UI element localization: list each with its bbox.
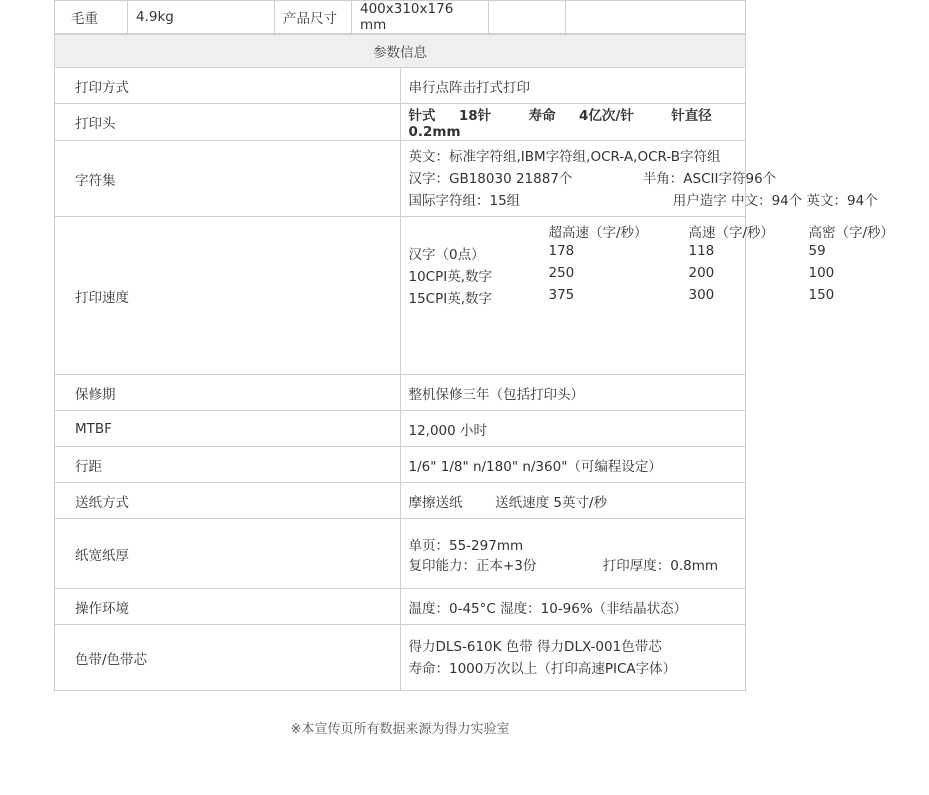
ribbon-line2: 寿命：1000万次以上（打印高速PICA字体）	[408, 660, 677, 677]
speed-cell: 178	[548, 243, 575, 259]
charset-line3b: 用户造字 中文：94个 英文：94个	[672, 192, 878, 209]
speed-grid	[408, 221, 895, 307]
params-table	[54, 34, 895, 691]
print-thickness: 打印厚度：0.8mm	[602, 557, 719, 574]
row-ribbon	[55, 625, 746, 691]
feed-method: 摩擦送纸	[408, 494, 463, 511]
mtbf-label: MTBF	[55, 411, 401, 447]
size-value: 400x310x176 mm	[352, 1, 489, 34]
feed-speed: 送纸速度 5英寸/秒	[495, 494, 608, 511]
speed-cell: 汉字（0点）	[408, 247, 485, 263]
paper-width: 单页：55-297mm	[408, 537, 524, 554]
spec-sheet	[54, 0, 895, 691]
speed-cell: 150	[808, 287, 835, 303]
life-label: 寿命	[528, 108, 556, 124]
speed-header: 高速（字/秒）	[688, 225, 775, 241]
line-spacing-value: 1/6" 1/8" n/180" n/360"（可编程设定）	[400, 447, 746, 483]
copy-ability: 复印能力：正本+3份	[408, 557, 537, 574]
pin-type-label: 针式	[408, 108, 436, 124]
speed-cell: 10CPI英,数字	[408, 269, 493, 285]
speed-header: 超高速（字/秒）	[548, 225, 648, 241]
charset-label: 字符集	[55, 141, 401, 217]
weight-value: 4.9kg	[128, 1, 275, 34]
speed-cell: 15CPI英,数字	[408, 291, 493, 307]
speed-cell: 200	[688, 265, 715, 281]
charset-line2a: 汉字：GB18030 21887个	[408, 170, 573, 187]
line-spacing-label: 行距	[55, 447, 401, 483]
charset-line1: 英文：标准字符组,IBM字符组,OCR-A,OCR-B字符组	[408, 148, 721, 165]
paper-label: 纸宽纸厚	[55, 519, 401, 589]
speed-label: 打印速度	[55, 217, 401, 375]
feed-label: 送纸方式	[55, 483, 401, 519]
speed-header	[409, 221, 549, 241]
print-method-label: 打印方式	[55, 68, 401, 104]
row-mtbf	[55, 411, 746, 447]
speed-cell: 300	[688, 287, 715, 303]
warranty-label: 保修期	[55, 375, 401, 411]
row-charset	[55, 141, 746, 217]
diameter-label: 针直径	[671, 108, 712, 124]
environment-label: 操作环境	[55, 589, 401, 625]
row-feed	[55, 483, 746, 519]
charset-line2b: 半角：ASCII字符96个	[642, 170, 777, 187]
size-label: 产品尺寸	[275, 1, 352, 34]
spec-table	[54, 0, 746, 34]
empty-cell	[566, 1, 746, 34]
pin-type-value: 18针	[458, 108, 492, 124]
empty-cell	[489, 1, 566, 34]
weight-label: 毛重	[55, 1, 128, 34]
row-print-method	[55, 68, 746, 104]
ribbon-label: 色带/色带芯	[55, 625, 401, 691]
speed-header: 高密（字/秒）	[808, 225, 895, 241]
environment-value: 温度：0-45°C 湿度：10-96%（非结晶状态）	[400, 589, 746, 625]
speed-cell: 118	[688, 243, 715, 259]
print-method-value: 串行点阵击打式打印	[400, 68, 746, 104]
row-warranty	[55, 375, 746, 411]
row-line-spacing	[55, 447, 746, 483]
charset-line3a: 国际字符组：15组	[408, 192, 521, 209]
section-header: 参数信息	[55, 35, 746, 68]
life-value: 4亿次/针	[579, 108, 634, 124]
ribbon-line1: 得力DLS-610K 色带 得力DLX-001色带芯	[408, 638, 662, 655]
row-paper	[55, 519, 746, 589]
speed-cell: 250	[548, 265, 575, 281]
top-row	[55, 1, 746, 34]
warranty-value: 整机保修三年（包括打印头）	[400, 375, 746, 411]
row-speed	[55, 217, 746, 375]
speed-cell: 100	[808, 265, 835, 281]
speed-cell: 59	[808, 243, 826, 259]
diameter-value: 0.2mm	[408, 124, 461, 140]
speed-cell: 375	[548, 287, 575, 303]
row-print-head	[55, 104, 746, 141]
mtbf-value: 12,000 小时	[400, 411, 746, 447]
row-environment	[55, 589, 746, 625]
print-head-label: 打印头	[55, 104, 401, 141]
footer-note: ※本宣传页所有数据来源为得力实验室	[290, 722, 510, 737]
